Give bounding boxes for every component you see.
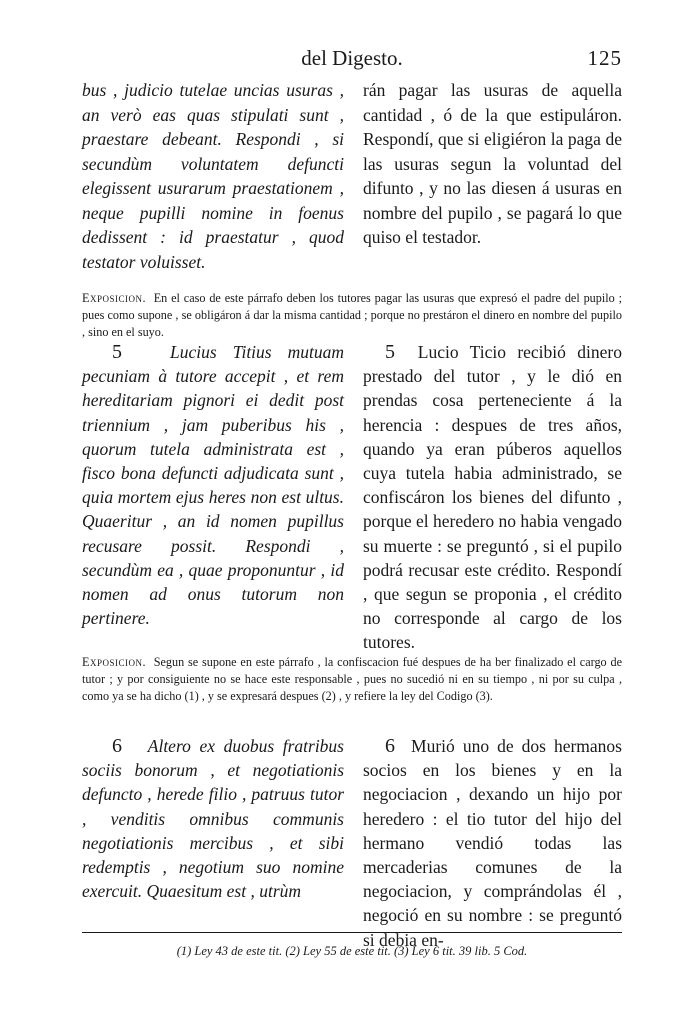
exposicion-text: En el caso de este párrafo deben los tutores pagar las usuras que expresó el padre del pupilo ; pues como supone , se obligáron á dar la misma cantidad ; porque no prestáron el dinero en nombre del pupilo , sino en el suyo. [82, 291, 622, 339]
latin-column [82, 340, 344, 630]
footnotes: (1) Ley 43 de este tit. (2) Ley 55 de este tit. (3) Ley 6 tit. 39 lib. 5 Cod. [176, 944, 528, 958]
spanish-text: Lucio Ticio recibió dinero prestado del tutor , y le dió en prendas cosa perteneciente á la herencia : despues de tres años, quando ya eran púberos aquellos cuya tutela habia administrado, se confiscáron los bienes del difunto , porque el heredero no habia vengado su muerte : se preguntó , si el pupilo podrá recusar este crédito. Respondí , que segun se proponia , el crédito no corresponde al cargo de los tutores. [363, 342, 622, 653]
exposicion-note [82, 290, 622, 341]
paragraph-number: 6 [385, 735, 395, 757]
spanish-column [363, 734, 622, 952]
footnote-rule [82, 932, 622, 933]
page-number: 125 [587, 46, 622, 70]
paragraph-number: 5 [112, 341, 122, 363]
exposicion-text: Segun se supone en este párrafo , la confiscacion fué despues de ha ber finalizado el cargo de tutor ; y por consiguiente no se hace este responsable , pues no sucedió ni en su tiempo , ni por su culpa , como ya se ha dicho (1) , y se expresará despues (2) , y refiere la ley del Codigo (3). [82, 655, 623, 703]
running-title: del Digesto. [301, 46, 403, 70]
spanish-text: Murió uno de dos hermanos socios en los bienes y en la negociacion , dexando un hijo por heredero : el tio tutor del hijo del hermano vendió todas las mercaderias comunes de la negociacion, y comprándolas él , negoció en su nombre : se preguntó si debia en- [363, 736, 622, 950]
exposicion-label: Exposicion. [82, 655, 146, 669]
paragraph-number: 6 [112, 735, 122, 757]
latin-column [82, 78, 344, 274]
spanish-column [363, 78, 622, 250]
paragraph-block-5 [82, 340, 622, 653]
exposicion-label: Exposicion. [82, 291, 146, 305]
paragraph-block-continuation [82, 78, 622, 283]
exposicion-note [82, 654, 622, 705]
latin-column [82, 734, 344, 903]
paragraph-block-6 [82, 734, 622, 950]
page-header [82, 44, 622, 74]
latin-text: Altero ex duobus fratribus sociis bonorum , et negotiationis defuncto , herede filio , patruus tutor , venditis omnibus communis negotiationis mercibus , et sibi redemptis , negotium suo nomine exercuit. Quaesitum est , utrùm [82, 736, 344, 902]
spanish-column [363, 340, 622, 655]
spanish-text: rán pagar las usuras de aquella cantidad , ó de la que estipuláron. Respondí, que si eligiéron la paga de las usuras segun la voluntad del difunto , y no las diesen á usuras en nombre del pupilo , se pagará lo que quiso el testador. [363, 80, 622, 247]
latin-text: Lucius Titius mutuam pecuniam à tutore accepit , et rem hereditariam pignori ei dedit post triennium , jam puberibus his , quorum tutela administrata est , fisco bona defuncti adjudicata sunt , quia mortem ejus heres non est ultus. Quaeritur , an id nomen pupillus recusare possit. Respondi , secundùm ea , quae proponuntur , id nomen ad onus tutorum non pertinere. [82, 342, 344, 629]
latin-text: bus , judicio tutelae uncias usuras , an verò eas quas stipulati sunt , praestare debeant. Respondi , si secundùm voluntatem defuncti elegissent usurarum praestationem , neque pupilli nomine in foenus dedissent : id praestatur , quod testator voluisset. [82, 80, 344, 272]
paragraph-number: 5 [385, 341, 395, 363]
